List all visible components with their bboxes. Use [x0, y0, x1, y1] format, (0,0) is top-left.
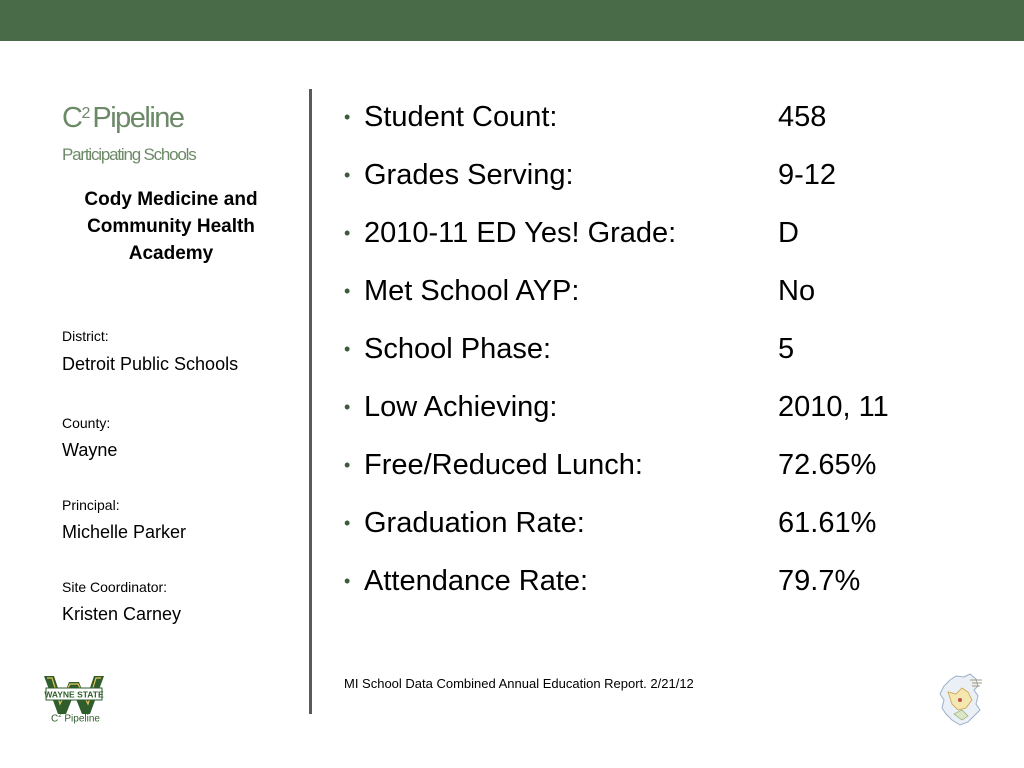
stat-value: 72.65%	[778, 448, 877, 481]
bullet-icon: •	[344, 338, 351, 359]
stat-value: 9-12	[778, 158, 837, 191]
county-value: Wayne	[62, 440, 118, 460]
principal-value: Michelle Parker	[62, 522, 187, 542]
logo-caption: $C^2$ Pipeline	[51, 713, 100, 725]
bullet-icon: •	[344, 396, 351, 417]
page-title: $C^2Pipeline$	[62, 102, 184, 134]
bullet-icon: •	[344, 454, 351, 475]
bullet-icon: •	[344, 280, 351, 301]
source-citation: MI School Data Combined Annual Education Report. 2/21/12	[344, 676, 694, 691]
stat-row-ed-yes-grade	[344, 204, 889, 262]
partner-map-logo	[934, 670, 988, 732]
logo-wordmark: WAYNE STATE	[44, 689, 104, 700]
bullet-icon: •	[344, 106, 351, 127]
bullet-icon: •	[344, 570, 351, 591]
district-value: Detroit Public Schools	[62, 354, 239, 374]
stat-label: 2010-11 ED Yes! Grade:	[364, 216, 677, 249]
stat-label: Grades Serving:	[364, 158, 574, 191]
stat-value: 2010, 11	[778, 390, 889, 423]
stat-row-low-achieving	[344, 378, 889, 436]
vertical-divider	[309, 89, 312, 714]
stat-value: 61.61%	[778, 506, 877, 539]
site-coordinator-label: Site Coordinator:	[62, 579, 168, 595]
stat-value: 5	[778, 332, 795, 365]
stats-list	[344, 88, 889, 610]
bullet-icon: •	[344, 222, 351, 243]
school-name: Cody Medicine and Community Health Academy	[84, 189, 258, 264]
stat-row-school-phase	[344, 320, 889, 378]
stat-label: Met School AYP:	[364, 274, 580, 307]
stat-label: Free/Reduced Lunch:	[364, 448, 643, 481]
stat-value: No	[778, 274, 816, 307]
stat-label: School Phase:	[364, 332, 552, 365]
stat-row-student-count	[344, 88, 889, 146]
stat-row-grades-serving	[344, 146, 889, 204]
stat-value: 79.7%	[778, 564, 861, 597]
bullet-icon: •	[344, 164, 351, 185]
principal-label: Principal:	[62, 497, 120, 513]
county-label: County:	[62, 415, 111, 431]
page-subtitle: Participating Schools	[62, 145, 196, 164]
stat-value: 458	[778, 100, 827, 133]
stat-value: D	[778, 216, 799, 249]
stat-label: Attendance Rate:	[364, 564, 589, 597]
map-marker	[958, 698, 962, 702]
stat-label: Student Count:	[364, 100, 558, 133]
district-label: District:	[62, 328, 109, 344]
stat-label: Graduation Rate:	[364, 506, 585, 539]
stat-label: Low Achieving:	[364, 390, 558, 423]
stat-row-free-reduced-lunch	[344, 436, 889, 494]
stat-row-met-ayp	[344, 262, 889, 320]
stat-row-graduation-rate	[344, 494, 889, 552]
site-coordinator-value: Kristen Carney	[62, 604, 182, 624]
bullet-icon: •	[344, 512, 351, 533]
stat-row-attendance-rate	[344, 552, 889, 610]
top-bar	[0, 0, 1024, 41]
